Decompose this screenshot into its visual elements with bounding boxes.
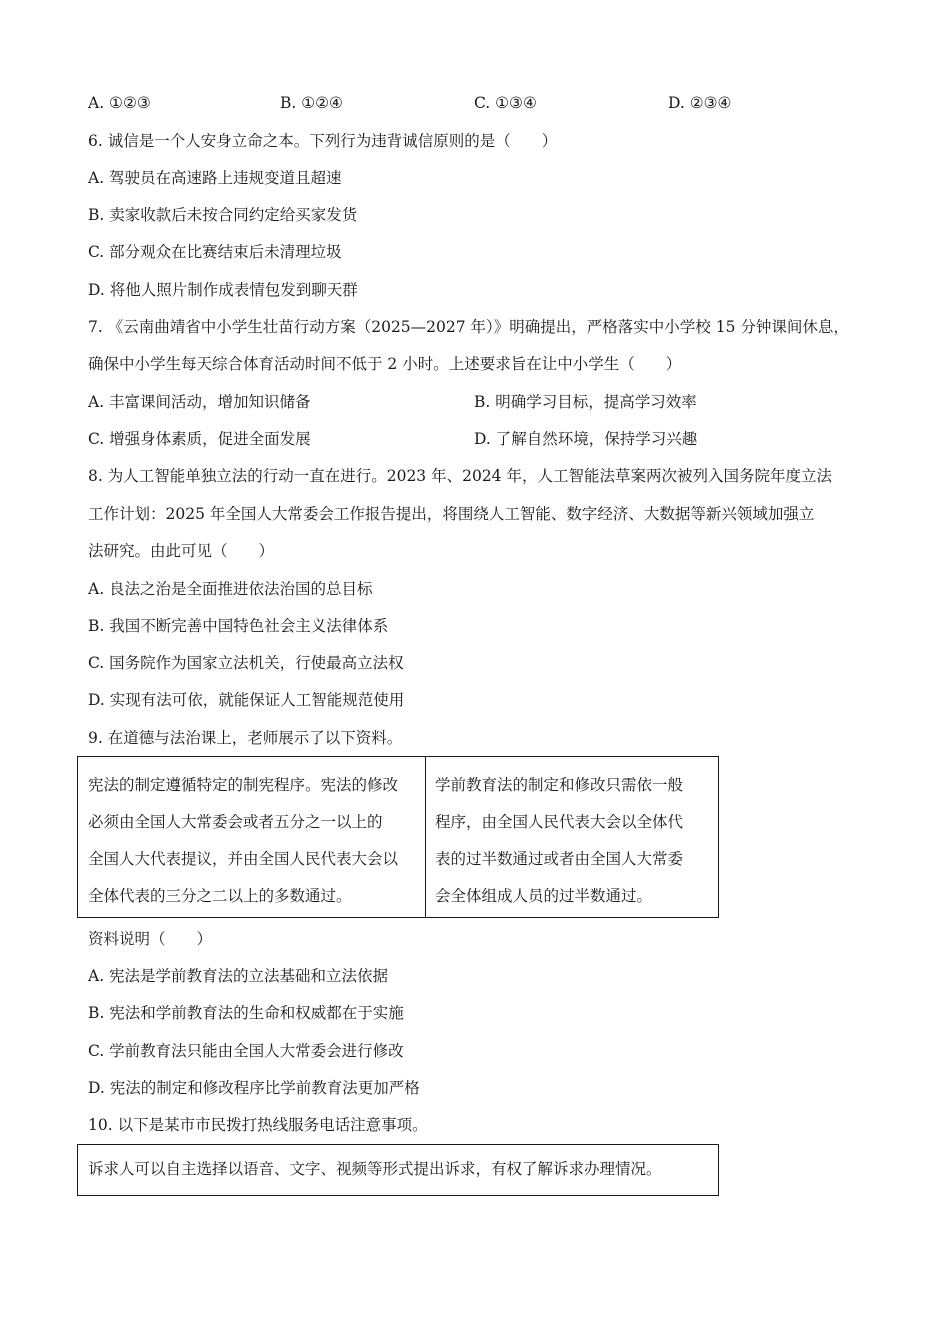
q6-option-b: B. 卖家收款后未按合同约定给买家发货 bbox=[88, 206, 358, 224]
table-left-line: 宪法的制定遵循特定的制宪程序。宪法的修改 bbox=[88, 776, 399, 794]
table-right-line: 学前教育法的制定和修改只需依一般 bbox=[435, 776, 684, 794]
q6-option-a: A. 驾驶员在高速路上违规变道且超速 bbox=[88, 169, 342, 187]
q6-option-c: C. 部分观众在比赛结束后未清理垃圾 bbox=[88, 243, 342, 261]
q5-option-c: C. ①③④ bbox=[474, 94, 537, 112]
q5-option-d: D. ②③④ bbox=[668, 94, 732, 112]
q7-stem-line1: 7. 《云南曲靖省中小学生壮苗行动方案（2025—2027 年）》明确提出，严格落实中小学校 15 分钟课间休息， bbox=[88, 318, 849, 336]
q8-stem-line3: 法研究。由此可见（ ） bbox=[88, 542, 275, 560]
q9-option-a: A. 宪法是学前教育法的立法基础和立法依据 bbox=[88, 967, 389, 985]
q8-stem-line1: 8. 为人工智能单独立法的行动一直在进行。2023 年、2024 年，人工智能法草案两次被列入国务院年度立法 bbox=[88, 467, 832, 485]
table-left-line: 全国人大代表提议，并由全国人民代表大会以 bbox=[88, 850, 399, 868]
table-right-line: 表的过半数通过或者由全国人大常委 bbox=[435, 850, 684, 868]
q8-stem-line2: 工作计划：2025 年全国人大常委会工作报告提出，将围绕人工智能、数字经济、大数据等新兴领域加强立 bbox=[88, 505, 815, 523]
q10-material-box bbox=[77, 1144, 719, 1196]
q7-option-b: B. 明确学习目标，提高学习效率 bbox=[474, 393, 697, 411]
table-cell-left bbox=[88, 767, 418, 915]
q5-option-b: B. ①②④ bbox=[280, 94, 343, 112]
q9-material-table bbox=[77, 756, 719, 918]
q8-option-a: A. 良法之治是全面推进依法治国的总目标 bbox=[88, 580, 373, 598]
q9-option-b: B. 宪法和学前教育法的生命和权威都在于实施 bbox=[88, 1004, 404, 1022]
q9-option-c: C. 学前教育法只能由全国人大常委会进行修改 bbox=[88, 1042, 404, 1060]
table-cell-right bbox=[435, 767, 711, 915]
q8-option-c: C. 国务院作为国家立法机关，行使最高立法权 bbox=[88, 654, 404, 672]
q7-option-c: C. 增强身体素质，促进全面发展 bbox=[88, 430, 311, 448]
q9-stem: 9. 在道德与法治课上，老师展示了以下资料。 bbox=[88, 729, 403, 747]
q9-option-d: D. 宪法的制定和修改程序比学前教育法更加严格 bbox=[88, 1079, 420, 1097]
q8-option-d: D. 实现有法可依，就能保证人工智能规范使用 bbox=[88, 691, 405, 709]
q6-stem: 6. 诚信是一个人安身立命之本。下列行为违背诚信原则的是（ ） bbox=[88, 132, 558, 150]
table-left-line: 全体代表的三分之二以上的多数通过。 bbox=[88, 887, 352, 905]
q10-box-text: 诉求人可以自主选择以语音、文字、视频等形式提出诉求，有权了解诉求办理情况。 bbox=[88, 1160, 662, 1178]
q7-option-d: D. 了解自然环境，保持学习兴趣 bbox=[474, 430, 698, 448]
table-left-line: 必须由全国人大常委会或者五分之一以上的 bbox=[88, 813, 383, 831]
q10-stem: 10. 以下是某市市民拨打热线服务电话注意事项。 bbox=[88, 1116, 428, 1134]
q7-option-a: A. 丰富课间活动，增加知识储备 bbox=[88, 393, 311, 411]
table-divider bbox=[425, 757, 426, 917]
q9-prompt: 资料说明（ ） bbox=[88, 930, 213, 948]
q8-option-b: B. 我国不断完善中国特色社会主义法律体系 bbox=[88, 617, 389, 635]
q7-stem-line2: 确保中小学生每天综合体育活动时间不低于 2 小时。上述要求旨在让中小学生（ ） bbox=[88, 355, 682, 373]
q6-option-d: D. 将他人照片制作成表情包发到聊天群 bbox=[88, 281, 358, 299]
table-right-line: 会全体组成人员的过半数通过。 bbox=[435, 887, 653, 905]
q5-option-a: A. ①②③ bbox=[88, 94, 151, 112]
table-right-line: 程序，由全国人民代表大会以全体代 bbox=[435, 813, 684, 831]
